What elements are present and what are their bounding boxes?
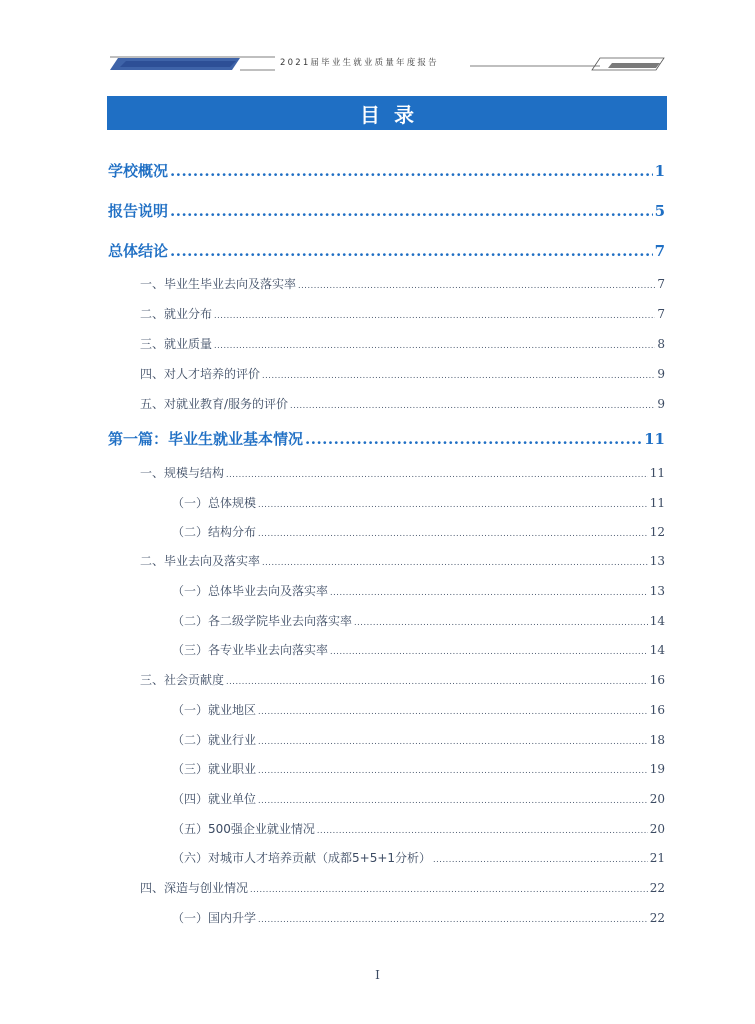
toc-entry-page: 12 [649, 525, 665, 539]
toc-leader-dots [226, 470, 648, 479]
toc-section[interactable] [140, 335, 665, 352]
page-header [0, 0, 755, 80]
toc-subsection[interactable] [172, 612, 665, 629]
toc-leader-dots [317, 826, 648, 835]
toc-entry-page: 13 [649, 584, 665, 598]
toc-subsection[interactable] [172, 909, 665, 926]
toc-entry-label: 报告说明 [108, 202, 169, 220]
toc-entry-label: 三、就业质量 [140, 337, 213, 351]
toc-section[interactable] [140, 464, 665, 481]
toc-entry-label: （六）对城市人才培养贡献（成都5+5+1分析） [172, 851, 432, 865]
toc-entry-page: 11 [649, 496, 665, 510]
toc-chapter[interactable] [108, 428, 665, 449]
toc-title: 目录 [360, 102, 428, 127]
toc-leader-dots [258, 915, 648, 924]
toc-subsection[interactable] [172, 582, 665, 599]
toc-subsection[interactable] [172, 849, 665, 866]
toc-leader-dots [330, 588, 648, 597]
toc-leader-dots [433, 855, 648, 864]
toc-leader-dots [170, 162, 653, 180]
toc-leader-dots [354, 618, 648, 627]
toc-subsection[interactable] [172, 523, 665, 540]
toc-section[interactable] [140, 671, 665, 688]
toc-entry-page: 20 [649, 792, 665, 806]
toc-entry-page: 7 [657, 307, 665, 321]
toc-entry-label: 第一篇：毕业生就业基本情况 [108, 430, 304, 448]
toc-entry-page: 8 [657, 337, 665, 351]
toc-section[interactable] [140, 879, 665, 896]
page-number: I [375, 968, 380, 982]
toc-entry-page: 11 [649, 466, 665, 480]
toc-entry-label: （三）就业职业 [172, 762, 257, 776]
toc-section[interactable] [140, 552, 665, 569]
toc-entry-label: （一）就业地区 [172, 703, 257, 717]
toc-entry-page: 11 [644, 430, 665, 448]
toc-entry-label: （一）总体规模 [172, 496, 257, 510]
toc-entry-page: 9 [657, 397, 665, 411]
toc-leader-dots [258, 766, 648, 775]
toc-subsection[interactable] [172, 760, 665, 777]
toc-entry-label: 一、毕业生毕业去向及落实率 [140, 277, 297, 291]
toc-leader-dots [226, 677, 648, 686]
toc-entry-page: 7 [654, 242, 665, 260]
toc-entry-label: （四）就业单位 [172, 792, 257, 806]
toc-entry-label: （三）各专业毕业去向落实率 [172, 643, 329, 657]
toc-entry-label: （二）就业行业 [172, 733, 257, 747]
toc-banner [107, 96, 667, 130]
toc-leader-dots [330, 647, 648, 656]
toc-entry-label: 四、深造与创业情况 [140, 881, 249, 895]
toc-subsection[interactable] [172, 701, 665, 718]
toc-chapter[interactable] [108, 160, 665, 181]
toc-entry-label: 三、社会贡献度 [140, 673, 225, 687]
toc-entry-page: 16 [649, 703, 665, 717]
toc-section[interactable] [140, 275, 665, 292]
toc-subsection[interactable] [172, 731, 665, 748]
toc-leader-dots [290, 401, 655, 410]
toc-subsection[interactable] [172, 790, 665, 807]
toc-leader-dots [258, 796, 648, 805]
toc-entry-page: 9 [657, 367, 665, 381]
header-title: 2021届毕业生就业质量年度报告 [280, 58, 439, 68]
toc-leader-dots [305, 430, 642, 448]
toc-entry-label: （一）国内升学 [172, 911, 257, 925]
toc-leader-dots [170, 202, 653, 220]
toc-entry-label: 四、对人才培养的评价 [140, 367, 261, 381]
toc-leader-dots [258, 529, 648, 538]
toc-entry-page: 21 [649, 851, 665, 865]
toc-entry-label: 二、毕业去向及落实率 [140, 554, 261, 568]
toc-entry-label: （二）各二级学院毕业去向落实率 [172, 614, 353, 628]
toc-leader-dots [258, 707, 648, 716]
toc-section[interactable] [140, 305, 665, 322]
toc-entry-page: 7 [657, 277, 665, 291]
toc-entry-label: 五、对就业教育/服务的评价 [140, 397, 289, 411]
toc-entry-label: （二）结构分布 [172, 525, 257, 539]
toc-leader-dots [214, 311, 655, 320]
toc-section[interactable] [140, 365, 665, 382]
toc-entry-page: 14 [649, 643, 665, 657]
toc-subsection[interactable] [172, 641, 665, 658]
toc-entry-label: 总体结论 [108, 242, 169, 260]
toc-leader-dots [214, 341, 655, 350]
toc-leader-dots [262, 558, 648, 567]
toc-entry-page: 22 [649, 911, 665, 925]
toc-entry-label: （五）500强企业就业情况 [172, 822, 315, 836]
toc-leader-dots [258, 500, 648, 509]
toc-entry-label: 学校概况 [108, 162, 169, 180]
toc-entry-page: 1 [654, 162, 665, 180]
toc-leader-dots [262, 371, 655, 380]
toc-section[interactable] [140, 395, 665, 412]
toc-chapter[interactable] [108, 200, 665, 221]
toc-leader-dots [298, 281, 655, 290]
toc-subsection[interactable] [172, 494, 665, 511]
toc-chapter[interactable] [108, 240, 665, 261]
toc-entry-page: 5 [654, 202, 665, 220]
header-decoration [0, 0, 755, 80]
toc-subsection[interactable] [172, 820, 665, 837]
toc-entry-page: 18 [649, 733, 665, 747]
toc-entry-page: 13 [649, 554, 665, 568]
toc-entry-page: 16 [649, 673, 665, 687]
toc-entry-page: 22 [649, 881, 665, 895]
toc-entry-page: 19 [649, 762, 665, 776]
toc-entry-label: （一）总体毕业去向及落实率 [172, 584, 329, 598]
toc-leader-dots [258, 737, 648, 746]
toc-entry-label: 二、就业分布 [140, 307, 213, 321]
toc-entry-page: 20 [649, 822, 665, 836]
toc-leader-dots [250, 885, 648, 894]
toc-leader-dots [170, 242, 653, 260]
toc-entry-label: 一、规模与结构 [140, 466, 225, 480]
toc-entry-page: 14 [649, 614, 665, 628]
